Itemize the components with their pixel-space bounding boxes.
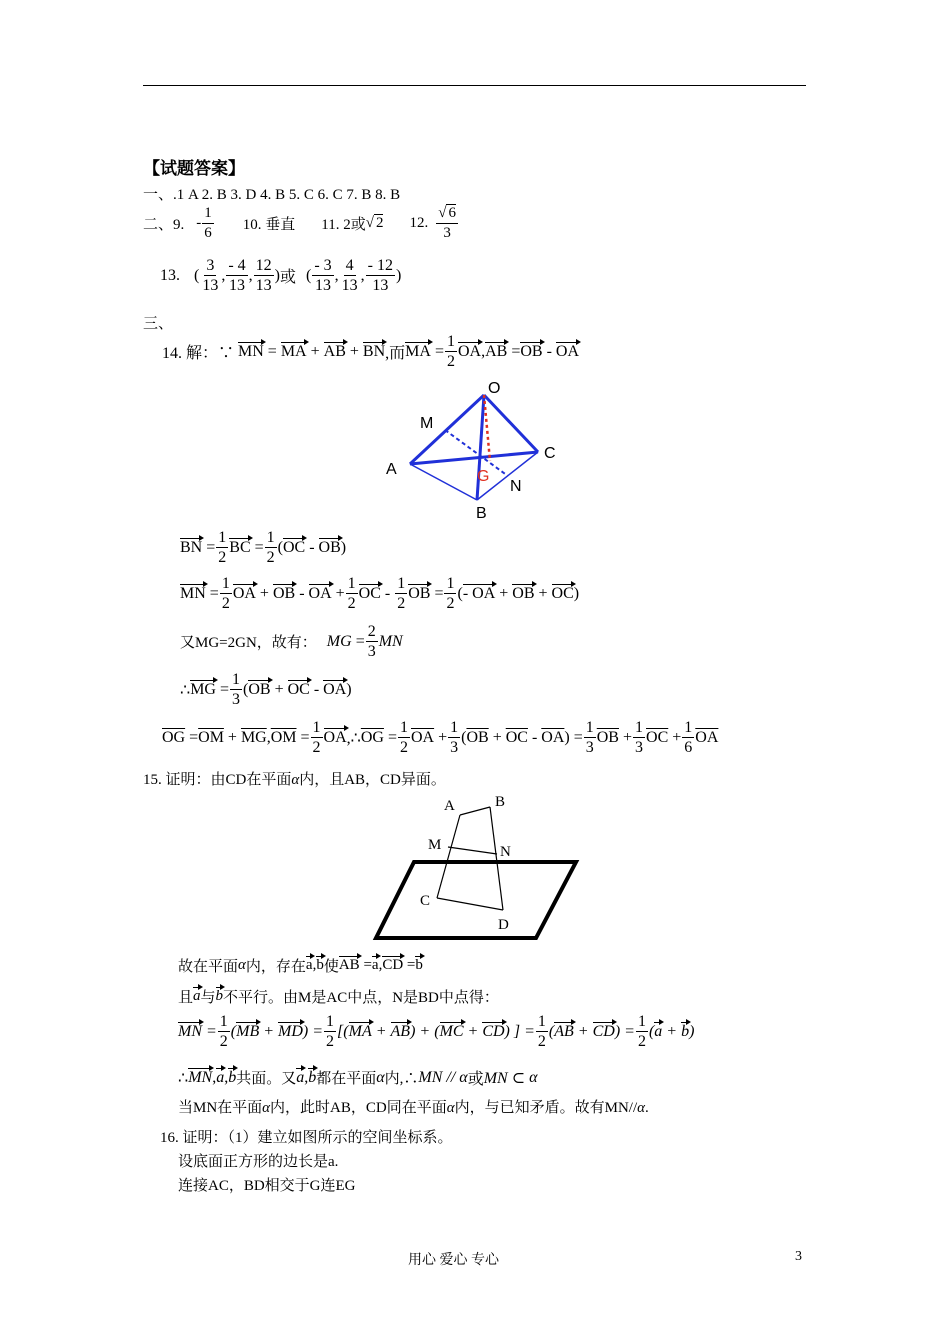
- label-A: A: [386, 461, 397, 478]
- q14-label: 14. 解：∵: [162, 345, 235, 362]
- label-C: C: [544, 445, 556, 462]
- edge-OC: [484, 395, 538, 452]
- footer-text: 用心 爱心 专心: [408, 1253, 499, 1268]
- label-M: M: [420, 415, 434, 432]
- q9-fraction: $\frac{1}{6}$: [204, 205, 212, 241]
- segment-AB: [460, 807, 490, 815]
- q15-line1: 故在平面 α 内，存在 a , b 使 AB = a , CD = b: [178, 957, 423, 975]
- plane-figure: [370, 790, 585, 942]
- q14-statement: 14. 解：∵ MN = MA + AB + BN ,而 MA = $\frac{1}{2}$ OA , AB = OB - OA: [162, 333, 580, 370]
- label-M: M: [428, 837, 442, 853]
- q15-line2: 且 a 与 b 不平行。由M是AC中点，N是BD中点得：: [178, 988, 499, 1006]
- og-equation: $\overline{OG}$ = $\overline{OM}$ + $\overline{MG}$ , $\overline{OM}$ = $\frac{1}{2}$ OA ,∴ $\overline{OG}$ = $\frac{1}{2}$ $\overline{OA}$ + $\frac{1}{3}$ ( $\overline{OB}$ + $\overline{OC}$ - $\overline{OA}$ ) = $\frac{1}{3}$ $\overline{OB}$ + $\frac{1}{3}$ $\overline{OC}$ + $\frac{1}{6}$ $\overline{OA}$: [162, 719, 719, 756]
- q11-sqrt: √ 2: [365, 215, 384, 231]
- page-number: 3: [795, 1249, 802, 1264]
- mg-statement: 又MG=2GN，故有： MG = $\frac{2}{3}$ MN: [180, 623, 403, 660]
- q12-fraction: $\frac{√ 6}{3}$: [438, 205, 456, 241]
- q16-line2: 设底面正方形的边长是a.: [178, 1154, 339, 1170]
- q15-line5: 当MN在平面α内，此时AB，CD同在平面α内，与已知矛盾。故有MN//α.: [178, 1100, 649, 1116]
- q16-line1: 16. 证明：（1）建立如图所示的空间坐标系。: [160, 1130, 453, 1146]
- plane-alpha: [376, 862, 576, 938]
- section2-answers: [143, 204, 459, 243]
- q16-line3: 连接AC，BD相交于G连EG: [178, 1178, 356, 1194]
- label-O: O: [488, 380, 501, 397]
- edge-AC: [410, 452, 538, 464]
- q15-line3: MN = $\frac{1}{2}$ ( MB + MD ) = $\frac{1}{2}$ [( MA + AB ) + ( MC + CD ) ] = $\frac{1}{2}$ ( AB + CD ) = $\frac{1}{2}$ ( a + b ): [178, 1013, 695, 1050]
- q12-label: 12.: [409, 215, 429, 231]
- q13-answer: 13. ( $\frac{3}{13}$ , $\frac{- 4}{13}$ , $\frac{12}{13}$ ) 或 ( $\frac{- 3}{13}$ , $\frac{4}{13}$ , $\frac{- 12}{13}$ ): [160, 257, 402, 294]
- q13-or: 或: [279, 269, 296, 286]
- q9-sign: -: [196, 215, 202, 231]
- label-B: B: [476, 505, 487, 522]
- label-D: D: [498, 917, 509, 933]
- section1-answers: 一、.1 A 2. B 3. D 4. B 5. C 6. C 7. B 8. B: [143, 187, 401, 203]
- bn-equation: BN = $\frac{1}{2}$ BC = $\frac{1}{2}$ ( OC - OB ): [180, 529, 347, 566]
- q15-title: 15. 证明：由CD在平面α内，且AB，CD异面。: [143, 772, 446, 788]
- q11-answer: 11. 2或: [321, 217, 366, 233]
- q10-answer: 10. 垂直: [242, 217, 296, 233]
- answers-heading: 【试题答案】: [143, 159, 245, 178]
- label-N: N: [500, 844, 511, 860]
- section2-prefix: 二、9.: [143, 217, 185, 233]
- segment-AC: [437, 815, 460, 898]
- segment-MN: [448, 847, 497, 854]
- label-N: N: [510, 478, 522, 495]
- label-C: C: [420, 893, 431, 909]
- mg-equation: ∴ MG = $\frac{1}{3}$ ( OB + OC - OA ): [180, 671, 352, 708]
- q15-line4: ∴ MN , a , b 共面。又 a , b 都在平面 α 内,∴ MN // α 或 MN ⊂ α: [178, 1068, 538, 1088]
- label-A: A: [444, 798, 455, 814]
- q13-label: 13.: [160, 266, 180, 284]
- segment-OG: [484, 395, 490, 461]
- label-B: B: [495, 794, 506, 810]
- header-rule: [143, 85, 806, 86]
- mn-equation: MN = $\frac{1}{2}$ OA + OB - OA + $\frac{1}{2}$ OC - $\frac{1}{2}$ OB = $\frac{1}{2}$ ( - OA + OB + OC ): [180, 575, 580, 612]
- edge-AB: [410, 464, 477, 500]
- tetrahedron-figure: [380, 378, 570, 523]
- segment-CD: [437, 898, 503, 910]
- section3-label: 三、: [143, 316, 174, 332]
- label-G: G: [477, 468, 490, 485]
